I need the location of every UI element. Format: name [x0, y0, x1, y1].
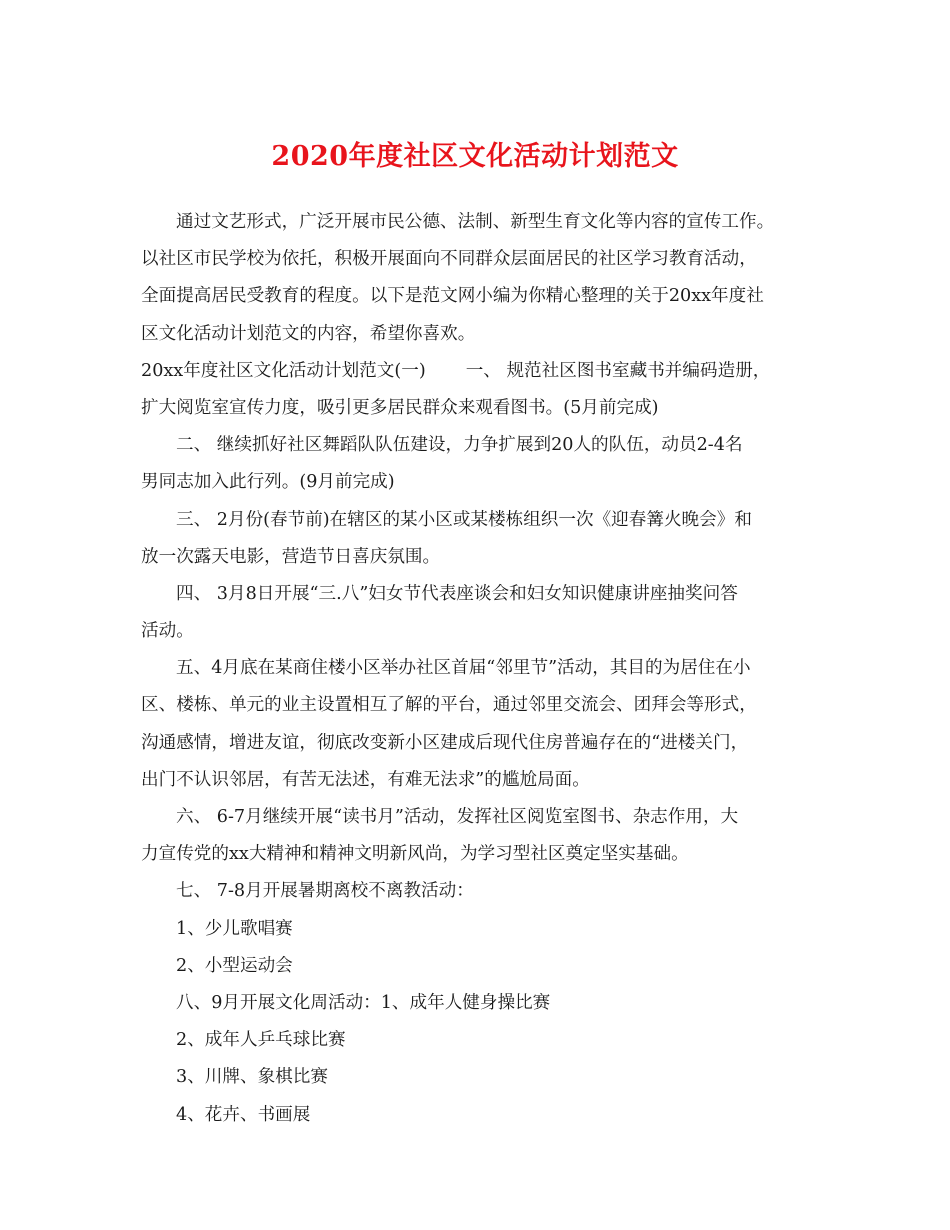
text-line: 一、 规范社区图书室藏书并编码造册， [465, 360, 771, 381]
text-line: 出门不认识邻居，有苦无法述，有难无法求”的尴尬局面。 [141, 769, 590, 790]
text-line: 放一次露天电影，营造节日喜庆氛围。 [141, 546, 441, 567]
text-line: 区、楼栋、单元的业主设置相互了解的平台，通过邻里交流会、团拜会等形式， [141, 695, 757, 716]
text-line: 1、少儿歌唱赛 [176, 918, 293, 939]
text-line: 2、成年人乒乓球比赛 [176, 1030, 346, 1051]
text-line: 全面提高居民受教育的程度。以下是范文网小编为你精心整理的关于20xx年度社 [141, 286, 764, 307]
text-line: 六、 6-7月继续开展“读书月”活动，发挥社区阅览室图书、杂志作用，大 [176, 807, 739, 827]
text-line: 二、 继续抓好社区舞蹈队队伍建设，力争扩展到20人的队伍，动员2-4名 [176, 435, 743, 456]
text-line: 沟通感情，增进友谊，彻底改变新小区建成后现代住房普遍存在的“进楼关门， [141, 732, 749, 753]
text-line: 四、 3月8日开展“三.八”妇女节代表座谈会和妇女知识健康讲座抽奖问答 [176, 583, 738, 604]
text-line: 通过文艺形式，广泛开展市民公德、法制、新型生育文化等内容的宣传工作。 [176, 212, 775, 232]
text-line: 力宣传党的xx大精神和精神文明新风尚，为学习型社区奠定坚实基础。 [141, 844, 689, 865]
text-line: 区文化活动计划范文的内容，希望你喜欢。 [141, 323, 476, 344]
section-heading: 20xx年度社区文化活动计划范文(一) [141, 360, 426, 381]
text-line: 以社区市民学校为依托，积极开展面向不同群众层面居民的社区学习教育活动， [141, 249, 757, 270]
text-line: 活动。 [141, 621, 194, 642]
text-line: 男同志加入此行列。(9月前完成) [141, 472, 395, 493]
text-line-combined [141, 353, 813, 390]
text-line: 三、 2月份(春节前)在辖区的某小区或某楼栋组织一次《迎春篝火晚会》和 [176, 509, 752, 530]
text-line: 3、川牌、象棋比赛 [176, 1067, 328, 1088]
text-line: 八、9月开展文化周活动：1、成年人健身操比赛 [176, 992, 551, 1013]
page-title: 2020年度社区文化活动计划范文 [271, 141, 679, 172]
text-line: 2、小型运动会 [176, 955, 293, 976]
text-line: 五、4月底在某商住楼小区举办社区首届“邻里节”活动，其目的为居住在小 [176, 658, 751, 679]
document-body [141, 204, 813, 1134]
text-line: 七、 7-8月开展暑期离校不离教活动： [176, 881, 474, 902]
text-line: 4、花卉、书画展 [176, 1104, 311, 1125]
text-line: 扩大阅览室宣传力度，吸引更多居民群众来观看图书。(5月前完成) [141, 397, 659, 418]
